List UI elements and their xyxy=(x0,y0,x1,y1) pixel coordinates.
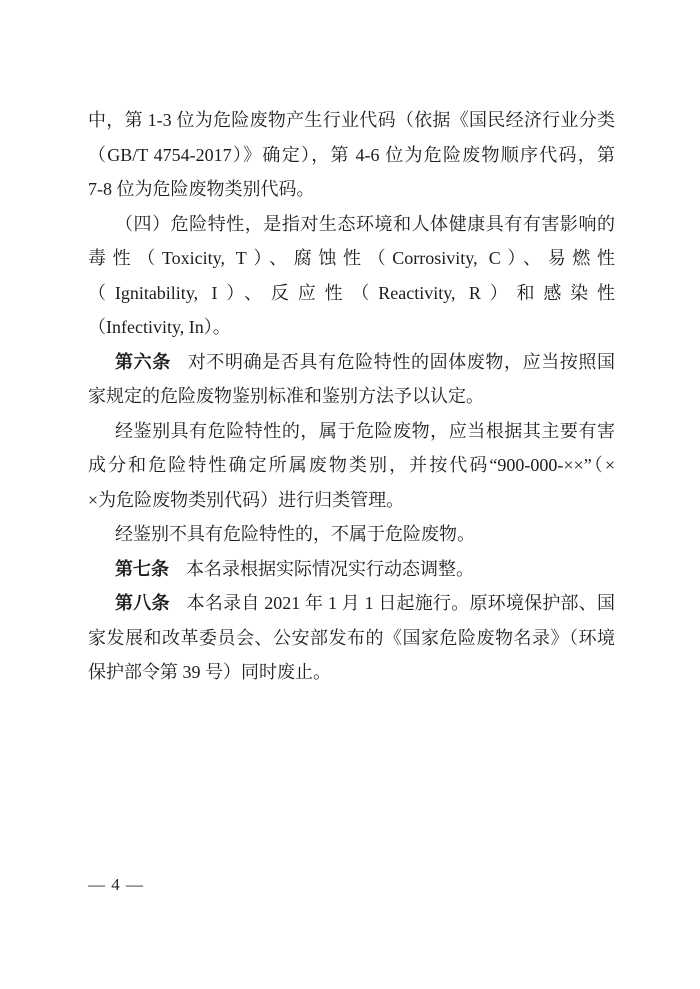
text-line xyxy=(88,655,615,690)
text-line xyxy=(88,517,615,552)
line-text: 毒性（Toxicity, T）、腐蚀性（Corrosivity, C）、易燃性 xyxy=(88,248,615,268)
line-text: 保护部令第 39 号）同时废止。 xyxy=(88,662,331,682)
text-line xyxy=(88,586,615,621)
line-text: 家规定的危险废物鉴别标准和鉴别方法予以认定。 xyxy=(88,386,484,406)
text-line xyxy=(88,241,615,276)
line-text: 经鉴别具有危险特性的，属于危险废物，应当根据其主要有害 xyxy=(115,420,615,441)
line-text: 本名录根据实际情况实行动态调整。 xyxy=(186,558,474,579)
text-line xyxy=(88,414,615,449)
text-line xyxy=(88,345,615,380)
text-line xyxy=(88,172,615,207)
text-line xyxy=(88,552,615,587)
article-seven-label: 第七条 xyxy=(115,558,169,579)
article-six-label: 第六条 xyxy=(115,351,171,372)
text-line xyxy=(88,483,615,518)
text-line xyxy=(88,379,615,414)
text-line xyxy=(88,103,615,138)
line-text: （GB/T 4754-2017）》确定），第 4-6 位为危险废物顺序代码，第 xyxy=(88,144,615,165)
line-text: （Infectivity, In）。 xyxy=(88,317,231,337)
line-text: 对不明确是否具有危险特性的固体废物，应当按照国 xyxy=(187,351,615,372)
page-number: — 4 — xyxy=(88,875,144,894)
text-line xyxy=(88,276,615,311)
line-text: 7-8 位为危险废物类别代码。 xyxy=(88,179,315,199)
line-text: （四）危险特性，是指对生态环境和人体健康具有有害影响的 xyxy=(115,213,615,234)
text-line xyxy=(88,310,615,345)
text-line xyxy=(88,207,615,242)
document-body xyxy=(88,103,615,690)
line-text: ×为危险废物类别代码）进行归类管理。 xyxy=(88,489,405,510)
text-line xyxy=(88,448,615,483)
line-text: （Ignitability, I）、反应性（Reactivity, R）和感染性 xyxy=(88,282,615,303)
line-text: 经鉴别不具有危险特性的，不属于危险废物。 xyxy=(115,524,475,544)
line-text: 家发展和改革委员会、公安部发布的《国家危险废物名录》（环境 xyxy=(88,627,615,648)
text-line xyxy=(88,138,615,173)
article-eight-label: 第八条 xyxy=(115,593,170,613)
line-text: 本名录自 2021 年 1 月 1 日起施行。原环境保护部、国 xyxy=(186,593,615,613)
line-text: 中，第 1-3 位为危险废物产生行业代码（依据《国民经济行业分类 xyxy=(88,110,615,130)
line-text: 成分和危险特性确定所属废物类别，并按代码“900-000-××”（× xyxy=(88,455,615,475)
text-line xyxy=(88,621,615,656)
